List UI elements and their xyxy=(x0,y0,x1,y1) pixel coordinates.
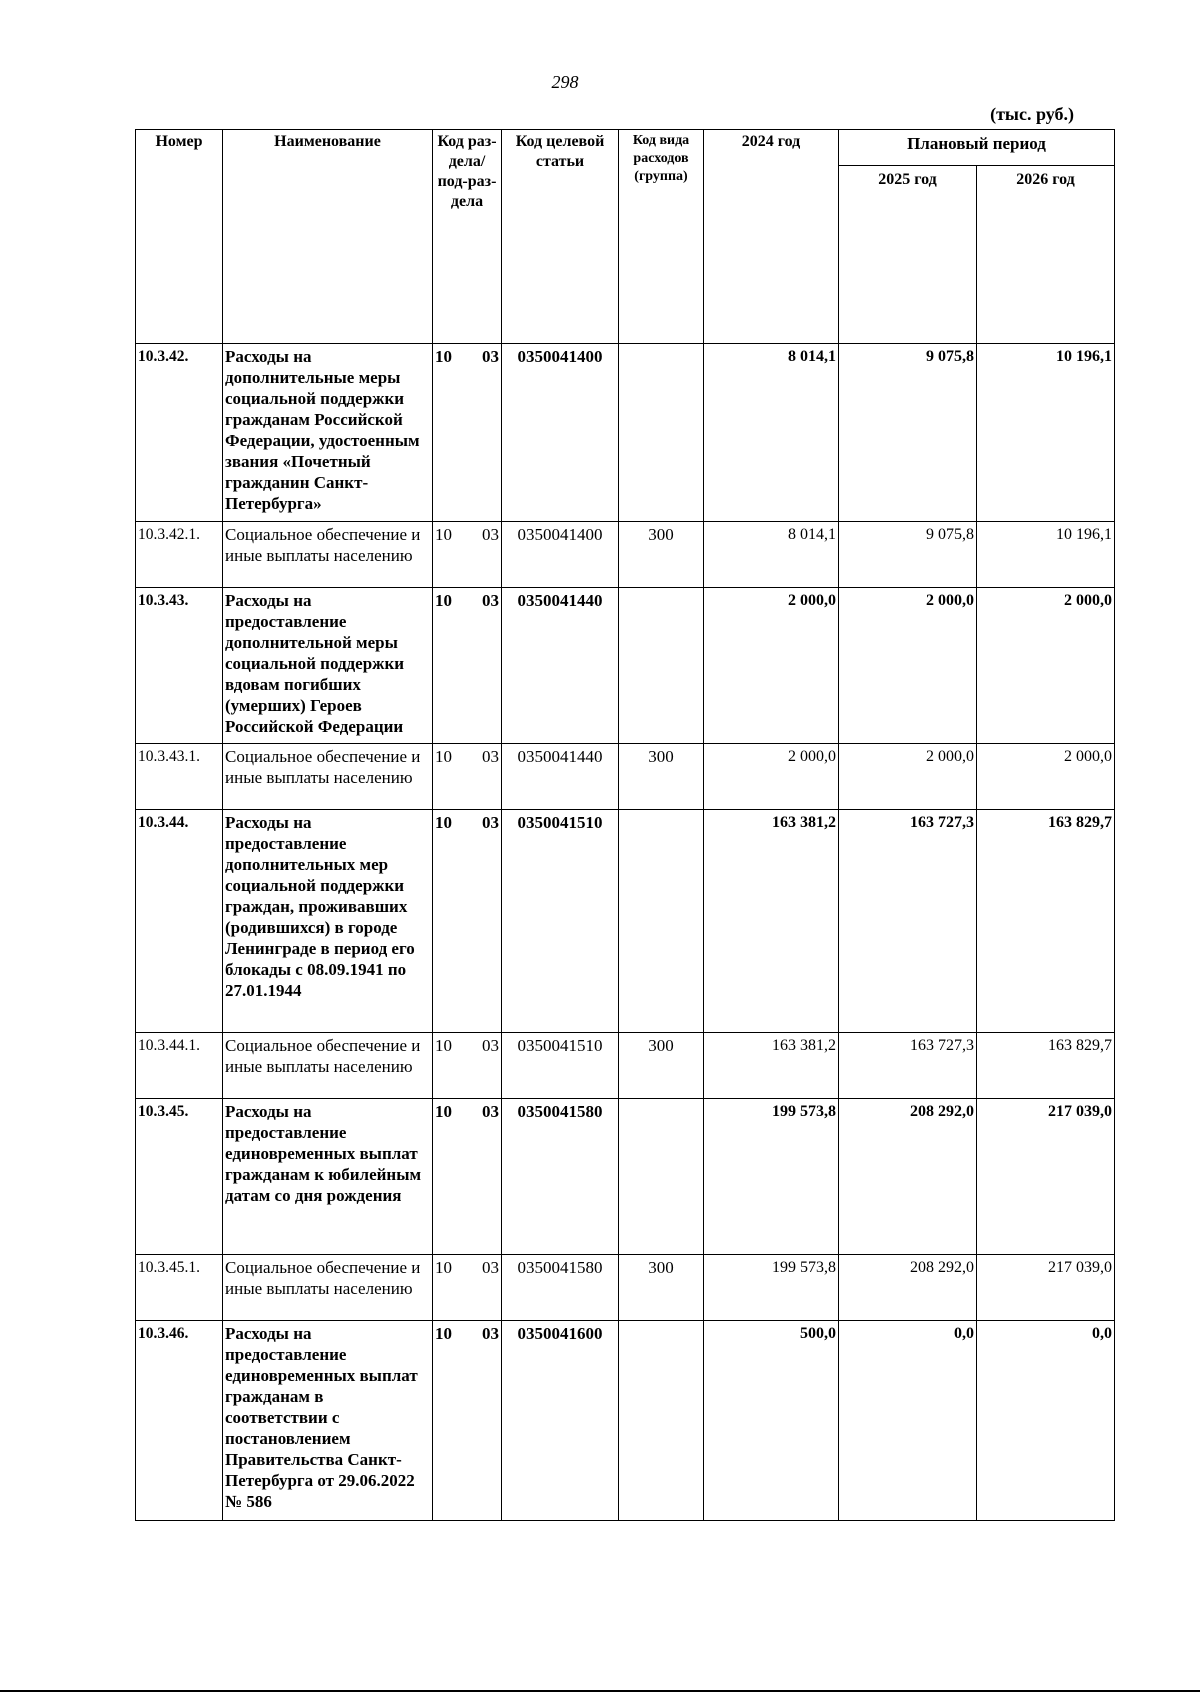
table-row xyxy=(136,588,1115,744)
section-code: 10 xyxy=(435,525,452,544)
row-amount-2024: 2 000,0 xyxy=(704,588,839,744)
header-expense-type: Код вида расходов (группа) xyxy=(619,130,704,344)
row-name: Расходы на предоставление дополнительных мер социальной поддержки граждан, проживавших (родившихся) в городе Ленинграде в период его блокады с 08.09.1941 по 27.01.1944 xyxy=(223,810,433,1033)
subsection-code: 03 xyxy=(482,813,499,832)
row-amount-2026: 217 039,0 xyxy=(977,1255,1115,1321)
subsection-code: 03 xyxy=(482,1036,499,1055)
row-target-code: 0350041580 xyxy=(502,1099,619,1255)
section-code: 10 xyxy=(435,1102,452,1121)
row-amount-2025: 9 075,8 xyxy=(839,344,977,522)
table-row xyxy=(136,344,1115,522)
row-number: 10.3.43.1. xyxy=(136,744,223,810)
row-section-code xyxy=(433,744,502,810)
row-amount-2025: 2 000,0 xyxy=(839,588,977,744)
table-row xyxy=(136,1255,1115,1321)
row-section-code xyxy=(433,810,502,1033)
page-edge-line xyxy=(0,1690,1200,1692)
row-amount-2026: 10 196,1 xyxy=(977,522,1115,588)
row-amount-2026: 163 829,7 xyxy=(977,810,1115,1033)
row-expense-group: 300 xyxy=(619,744,704,810)
table-row xyxy=(136,810,1115,1033)
header-name: Наименование xyxy=(223,130,433,344)
row-target-code: 0350041510 xyxy=(502,810,619,1033)
row-number: 10.3.44. xyxy=(136,810,223,1033)
row-section-code xyxy=(433,1099,502,1255)
budget-table xyxy=(135,129,1115,1521)
row-expense-group xyxy=(619,810,704,1033)
header-target: Код целевой статьи xyxy=(502,130,619,344)
units-label: (тыс. руб.) xyxy=(990,104,1074,124)
section-code: 10 xyxy=(435,747,452,766)
row-amount-2024: 199 573,8 xyxy=(704,1099,839,1255)
row-name: Расходы на предоставление дополнительной меры социальной поддержки вдовам погибших (умерших) Героев Российской Федерации xyxy=(223,588,433,744)
table-row xyxy=(136,744,1115,810)
row-target-code: 0350041440 xyxy=(502,744,619,810)
section-code: 10 xyxy=(435,591,452,610)
row-amount-2024: 163 381,2 xyxy=(704,1033,839,1099)
row-amount-2024: 163 381,2 xyxy=(704,810,839,1033)
row-expense-group xyxy=(619,1099,704,1255)
row-expense-group xyxy=(619,1321,704,1521)
row-name: Социальное обеспечение и иные выплаты населению xyxy=(223,1033,433,1099)
header-2025: 2025 год xyxy=(839,166,977,344)
subsection-code: 03 xyxy=(482,347,499,366)
row-amount-2024: 8 014,1 xyxy=(704,344,839,522)
table-row xyxy=(136,1321,1115,1521)
row-amount-2025: 0,0 xyxy=(839,1321,977,1521)
header-2024: 2024 год xyxy=(704,130,839,344)
row-amount-2024: 8 014,1 xyxy=(704,522,839,588)
row-amount-2026: 163 829,7 xyxy=(977,1033,1115,1099)
row-target-code: 0350041510 xyxy=(502,1033,619,1099)
row-name: Социальное обеспечение и иные выплаты населению xyxy=(223,522,433,588)
row-amount-2025: 163 727,3 xyxy=(839,1033,977,1099)
row-section-code xyxy=(433,1321,502,1521)
row-expense-group: 300 xyxy=(619,1255,704,1321)
table-row xyxy=(136,1099,1115,1255)
row-amount-2026: 2 000,0 xyxy=(977,588,1115,744)
row-number: 10.3.45. xyxy=(136,1099,223,1255)
subsection-code: 03 xyxy=(482,591,499,610)
row-section-code xyxy=(433,588,502,744)
subsection-code: 03 xyxy=(482,525,499,544)
row-amount-2026: 10 196,1 xyxy=(977,344,1115,522)
row-amount-2024: 199 573,8 xyxy=(704,1255,839,1321)
row-amount-2025: 9 075,8 xyxy=(839,522,977,588)
page-number: 298 xyxy=(551,72,579,92)
row-number: 10.3.43. xyxy=(136,588,223,744)
row-name: Расходы на предоставление единовременных выплат гражданам к юбилейным датам со дня рождения xyxy=(223,1099,433,1255)
row-expense-group: 300 xyxy=(619,522,704,588)
row-number: 10.3.46. xyxy=(136,1321,223,1521)
table-row xyxy=(136,522,1115,588)
row-target-code: 0350041400 xyxy=(502,344,619,522)
section-code: 10 xyxy=(435,1258,452,1277)
row-section-code xyxy=(433,344,502,522)
row-target-code: 0350041600 xyxy=(502,1321,619,1521)
table-body xyxy=(136,344,1115,1521)
row-amount-2026: 0,0 xyxy=(977,1321,1115,1521)
row-amount-2024: 2 000,0 xyxy=(704,744,839,810)
row-number: 10.3.42. xyxy=(136,344,223,522)
row-name: Социальное обеспечение и иные выплаты населению xyxy=(223,1255,433,1321)
section-code: 10 xyxy=(435,813,452,832)
row-amount-2024: 500,0 xyxy=(704,1321,839,1521)
row-expense-group: 300 xyxy=(619,1033,704,1099)
table-row xyxy=(136,1033,1115,1099)
row-amount-2026: 217 039,0 xyxy=(977,1099,1115,1255)
row-number: 10.3.42.1. xyxy=(136,522,223,588)
section-code: 10 xyxy=(435,1324,452,1343)
subsection-code: 03 xyxy=(482,1102,499,1121)
header-planned-period: Плановый период xyxy=(839,130,1115,166)
row-amount-2025: 2 000,0 xyxy=(839,744,977,810)
subsection-code: 03 xyxy=(482,747,499,766)
header-2026: 2026 год xyxy=(977,166,1115,344)
header-section: Код раз-дела/ под-раз-дела xyxy=(433,130,502,344)
row-target-code: 0350041440 xyxy=(502,588,619,744)
row-expense-group xyxy=(619,588,704,744)
row-number: 10.3.45.1. xyxy=(136,1255,223,1321)
row-section-code xyxy=(433,1033,502,1099)
row-section-code xyxy=(433,522,502,588)
row-amount-2025: 208 292,0 xyxy=(839,1099,977,1255)
row-expense-group xyxy=(619,344,704,522)
row-name: Расходы на предоставление единовременных выплат гражданам в соответствии с постановлением Правительства Санкт-Петербурга от 29.06.2022 № 586 xyxy=(223,1321,433,1521)
section-code: 10 xyxy=(435,1036,452,1055)
row-number: 10.3.44.1. xyxy=(136,1033,223,1099)
subsection-code: 03 xyxy=(482,1324,499,1343)
row-name: Расходы на дополнительные меры социальной поддержки гражданам Российской Федерации, удостоенным звания «Почетный гражданин Санкт-Петербурга» xyxy=(223,344,433,522)
row-target-code: 0350041580 xyxy=(502,1255,619,1321)
row-amount-2025: 208 292,0 xyxy=(839,1255,977,1321)
row-name: Социальное обеспечение и иные выплаты населению xyxy=(223,744,433,810)
row-amount-2025: 163 727,3 xyxy=(839,810,977,1033)
row-amount-2026: 2 000,0 xyxy=(977,744,1115,810)
subsection-code: 03 xyxy=(482,1258,499,1277)
row-target-code: 0350041400 xyxy=(502,522,619,588)
section-code: 10 xyxy=(435,347,452,366)
header-number: Номер xyxy=(136,130,223,344)
row-section-code xyxy=(433,1255,502,1321)
